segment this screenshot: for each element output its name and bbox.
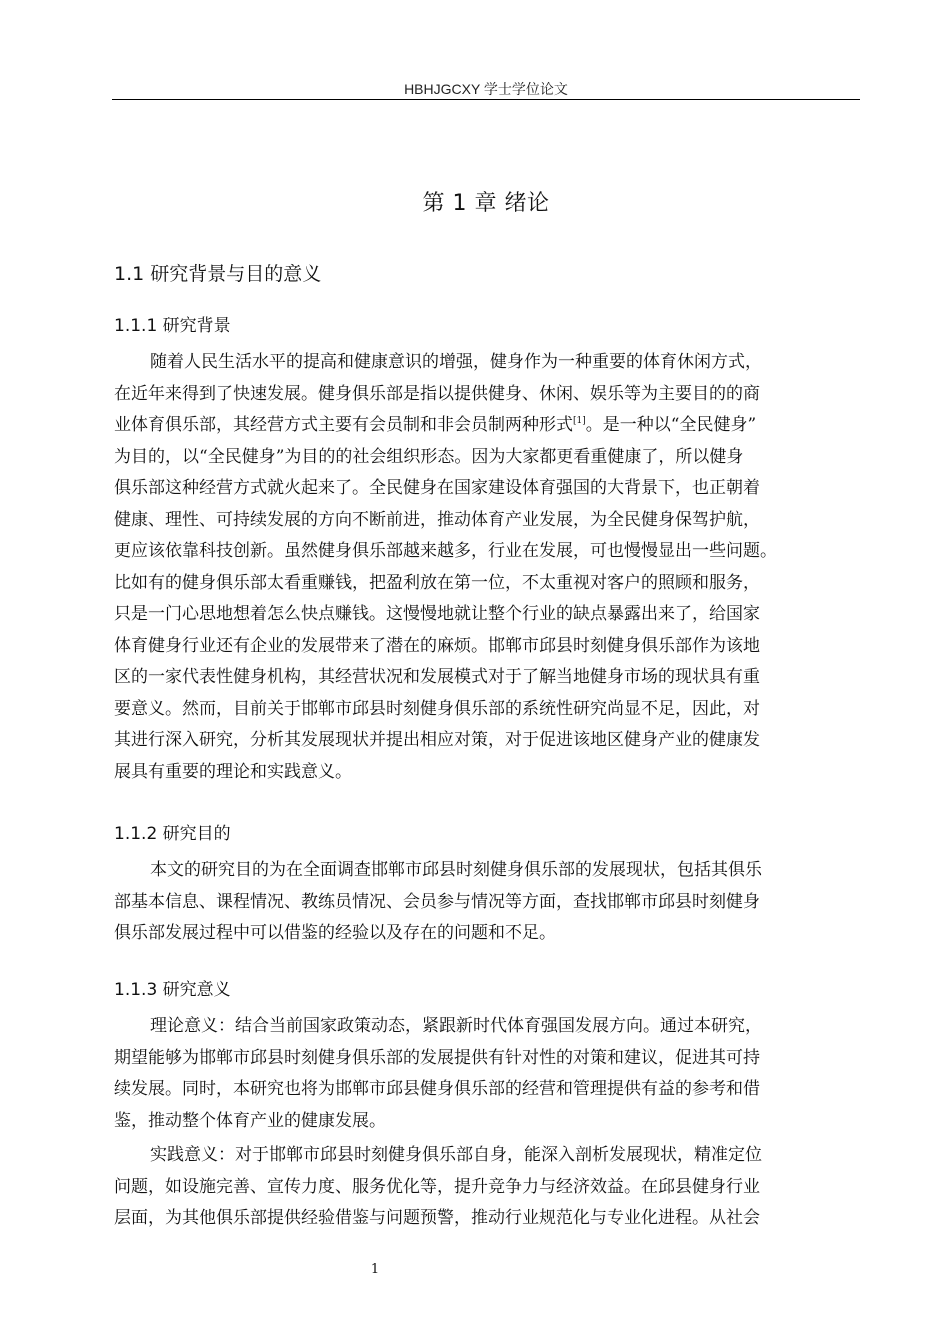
paragraph-line: 在近年来得到了快速发展。健身俱乐部是指以提供健身、休闲、娱乐等为主要目的的商 (114, 383, 760, 404)
citation-reference[interactable]: [1] (573, 416, 586, 426)
paragraph-line: 理论意义：结合当前国家政策动态，紧跟新时代体育强国发展方向。通过本研究， (150, 1016, 762, 1036)
paragraph-line: 为目的，以“全民健身”为目的的社会组织形态。因为大家都更看重健康了，所以健身 (114, 446, 744, 467)
paragraph-line: 本文的研究目的为在全面调查邯郸市邱县时刻健身俱乐部的发展现状，包括其俱乐 (150, 860, 762, 880)
page-number: 1 (370, 1262, 380, 1277)
paragraph-line: 区的一家代表性健身机构，其经营状况和发展模式对于了解当地健身市场的现状具有重 (114, 667, 760, 687)
paragraph-line: 续发展。同时，本研究也将为邯郸市邱县健身俱乐部的经营和管理提供有益的参考和借 (114, 1079, 760, 1099)
paragraph-line: 俱乐部这种经营方式就火起来了。全民健身在国家建设体育强国的大背景下，也正朝着 (114, 478, 760, 498)
paragraph-line: 俱乐部发展过程中可以借鉴的经验以及存在的问题和不足。 (114, 923, 556, 943)
section-heading-1-1-1: 1.1.1 研究背景 (114, 316, 231, 336)
chapter-title: 第 1 章 绪论 (422, 191, 550, 216)
practice-significance-paragraph (114, 1140, 860, 1235)
paragraph-line: 健康、理性、可持续发展的方向不断前进，推动体育产业发展，为全民健身保驾护航， (114, 509, 760, 530)
section-heading-1-1-3: 1.1.3 研究意义 (114, 980, 231, 1000)
header-rule (112, 99, 860, 100)
section-heading-1-1-2: 1.1.2 研究目的 (114, 824, 231, 844)
paragraph-line: 部基本信息、课程情况、教练员情况、会员参与情况等方面，查找邯郸市邱县时刻健身 (114, 891, 760, 912)
paragraph-line: 期望能够为邯郸市邱县时刻健身俱乐部的发展提供有针对性的对策和建议，促进其可持 (114, 1047, 760, 1068)
paragraph-line: 比如有的健身俱乐部太看重赚钱，把盈利放在第一位，不太重视对客户的照顾和服务， (114, 572, 760, 593)
paragraph-line-text: 业体育俱乐部，其经营方式主要有会员制和非会员制两种形式 (114, 415, 573, 435)
purpose-paragraph (114, 855, 860, 950)
paragraph-line: 层面，为其他俱乐部提供经验借鉴与问题预警，推动行业规范化与专业化进程。从社会 (114, 1208, 760, 1228)
paragraph-line: 实践意义：对于邯郸市邱县时刻健身俱乐部自身，能深入剖析发展现状，精准定位 (150, 1145, 762, 1165)
theory-significance-paragraph (114, 1011, 860, 1137)
running-header: HBHJGCXY 学士学位论文 (404, 81, 568, 97)
paragraph-line: 体育健身行业还有企业的发展带来了潜在的麻烦。邯郸市邱县时刻健身俱乐部作为该地 (114, 635, 760, 656)
paragraph-line: 更应该依靠科技创新。虽然健身俱乐部越来越多，行业在发展，可也慢慢显出一些问题。 (114, 541, 777, 561)
paragraph-line: 只是一门心思地想着怎么快点赚钱。这慢慢地就让整个行业的缺点暴露出来了，给国家 (114, 604, 760, 624)
paragraph-line: 鉴，推动整个体育产业的健康发展。 (114, 1110, 386, 1131)
background-paragraph (114, 347, 860, 788)
section-heading-1-1: 1.1 研究背景与目的意义 (114, 263, 322, 285)
paragraph-line: 其进行深入研究，分析其发展现状并提出相应对策，对于促进该地区健身产业的健康发 (114, 730, 760, 750)
paragraph-line-text: 。是一种以“全民健身” (585, 415, 757, 435)
paragraph-line: 展具有重要的理论和实践意义。 (114, 761, 352, 782)
paragraph-line (114, 410, 860, 442)
paragraph-line: 问题，如设施完善、宣传力度、服务优化等，提升竞争力与经济效益。在邱县健身行业 (114, 1176, 760, 1197)
paragraph-line: 随着人民生活水平的提高和健康意识的增强，健身作为一种重要的体育休闲方式， (150, 352, 762, 372)
paragraph-line: 要意义。然而，目前关于邯郸市邱县时刻健身俱乐部的系统性研究尚显不足，因此，对 (114, 698, 760, 719)
